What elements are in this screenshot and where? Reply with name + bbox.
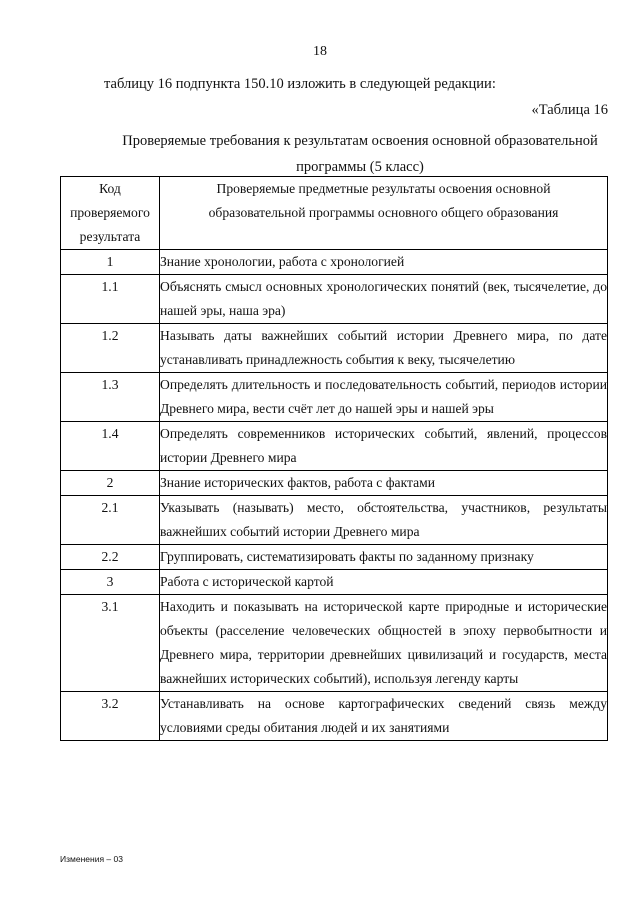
header-code-line: проверяемого	[70, 205, 150, 220]
row-text: Называть даты важнейших событий истории Древнего мира, по дате устанавливать принадлежность события к веку, тысячелетию	[160, 324, 608, 373]
row-text: Знание исторических фактов, работа с фактами	[160, 471, 608, 496]
row-code: 3.2	[61, 692, 160, 741]
table-row	[61, 250, 608, 275]
table-header-row	[61, 177, 608, 250]
row-text: Находить и показывать на исторической карте природные и исторические объекты (расселение человеческих общностей в эпоху первобытности и Древнего мира, территории древнейших цивилизаций и государств, места важнейших исторических событий), используя легенду карты	[160, 595, 608, 692]
table-title	[100, 128, 620, 180]
row-code: 1.4	[61, 422, 160, 471]
table-row	[61, 496, 608, 545]
table-row	[61, 570, 608, 595]
header-code	[61, 177, 160, 250]
table-title-line-1: Проверяемые требования к результатам освоения основной образовательной	[122, 133, 598, 149]
requirements-table	[60, 176, 608, 741]
row-text: Устанавливать на основе картографических сведений связь между условиями среды обитания людей и их занятиями	[160, 692, 608, 741]
row-text: Определять современников исторических событий, явлений, процессов истории Древнего мира	[160, 422, 608, 471]
header-results-line: образовательной программы основного общего образования	[208, 205, 559, 220]
header-results	[160, 177, 608, 250]
row-text: Работа с исторической картой	[160, 570, 608, 595]
row-text: Знание хронологии, работа с хронологией	[160, 250, 608, 275]
row-code: 1.3	[61, 373, 160, 422]
table-row	[61, 275, 608, 324]
intro-text: таблицу 16 подпункта 150.10 изложить в следующей редакции:	[104, 76, 496, 92]
row-text: Определять длительность и последовательность событий, периодов истории Древнего мира, вести счёт лет до нашей эры и нашей эры	[160, 373, 608, 422]
table-reference: «Таблица 16	[531, 102, 608, 118]
table-row	[61, 545, 608, 570]
header-code-line: Код	[99, 181, 121, 196]
page-number: 18	[313, 44, 327, 59]
table-row	[61, 324, 608, 373]
table-row	[61, 422, 608, 471]
row-code: 2.1	[61, 496, 160, 545]
row-code: 2.2	[61, 545, 160, 570]
header-results-line: Проверяемые предметные результаты освоения основной	[216, 181, 551, 196]
table-title-line-2: программы (5 класс)	[296, 159, 424, 175]
row-code: 1	[61, 250, 160, 275]
row-text: Объяснять смысл основных хронологических понятий (век, тысячелетие, до нашей эры, наша эра)	[160, 275, 608, 324]
row-code: 2	[61, 471, 160, 496]
row-text: Группировать, систематизировать факты по заданному признаку	[160, 545, 608, 570]
table-row	[61, 373, 608, 422]
footer-revision: Изменения – 03	[60, 854, 123, 864]
row-code: 1.2	[61, 324, 160, 373]
table-row	[61, 692, 608, 741]
table-row	[61, 595, 608, 692]
row-code: 3	[61, 570, 160, 595]
header-code-line: результата	[79, 229, 141, 244]
row-code: 1.1	[61, 275, 160, 324]
table-row	[61, 471, 608, 496]
row-text: Указывать (называть) место, обстоятельства, участников, результаты важнейших событий истории Древнего мира	[160, 496, 608, 545]
row-code: 3.1	[61, 595, 160, 692]
